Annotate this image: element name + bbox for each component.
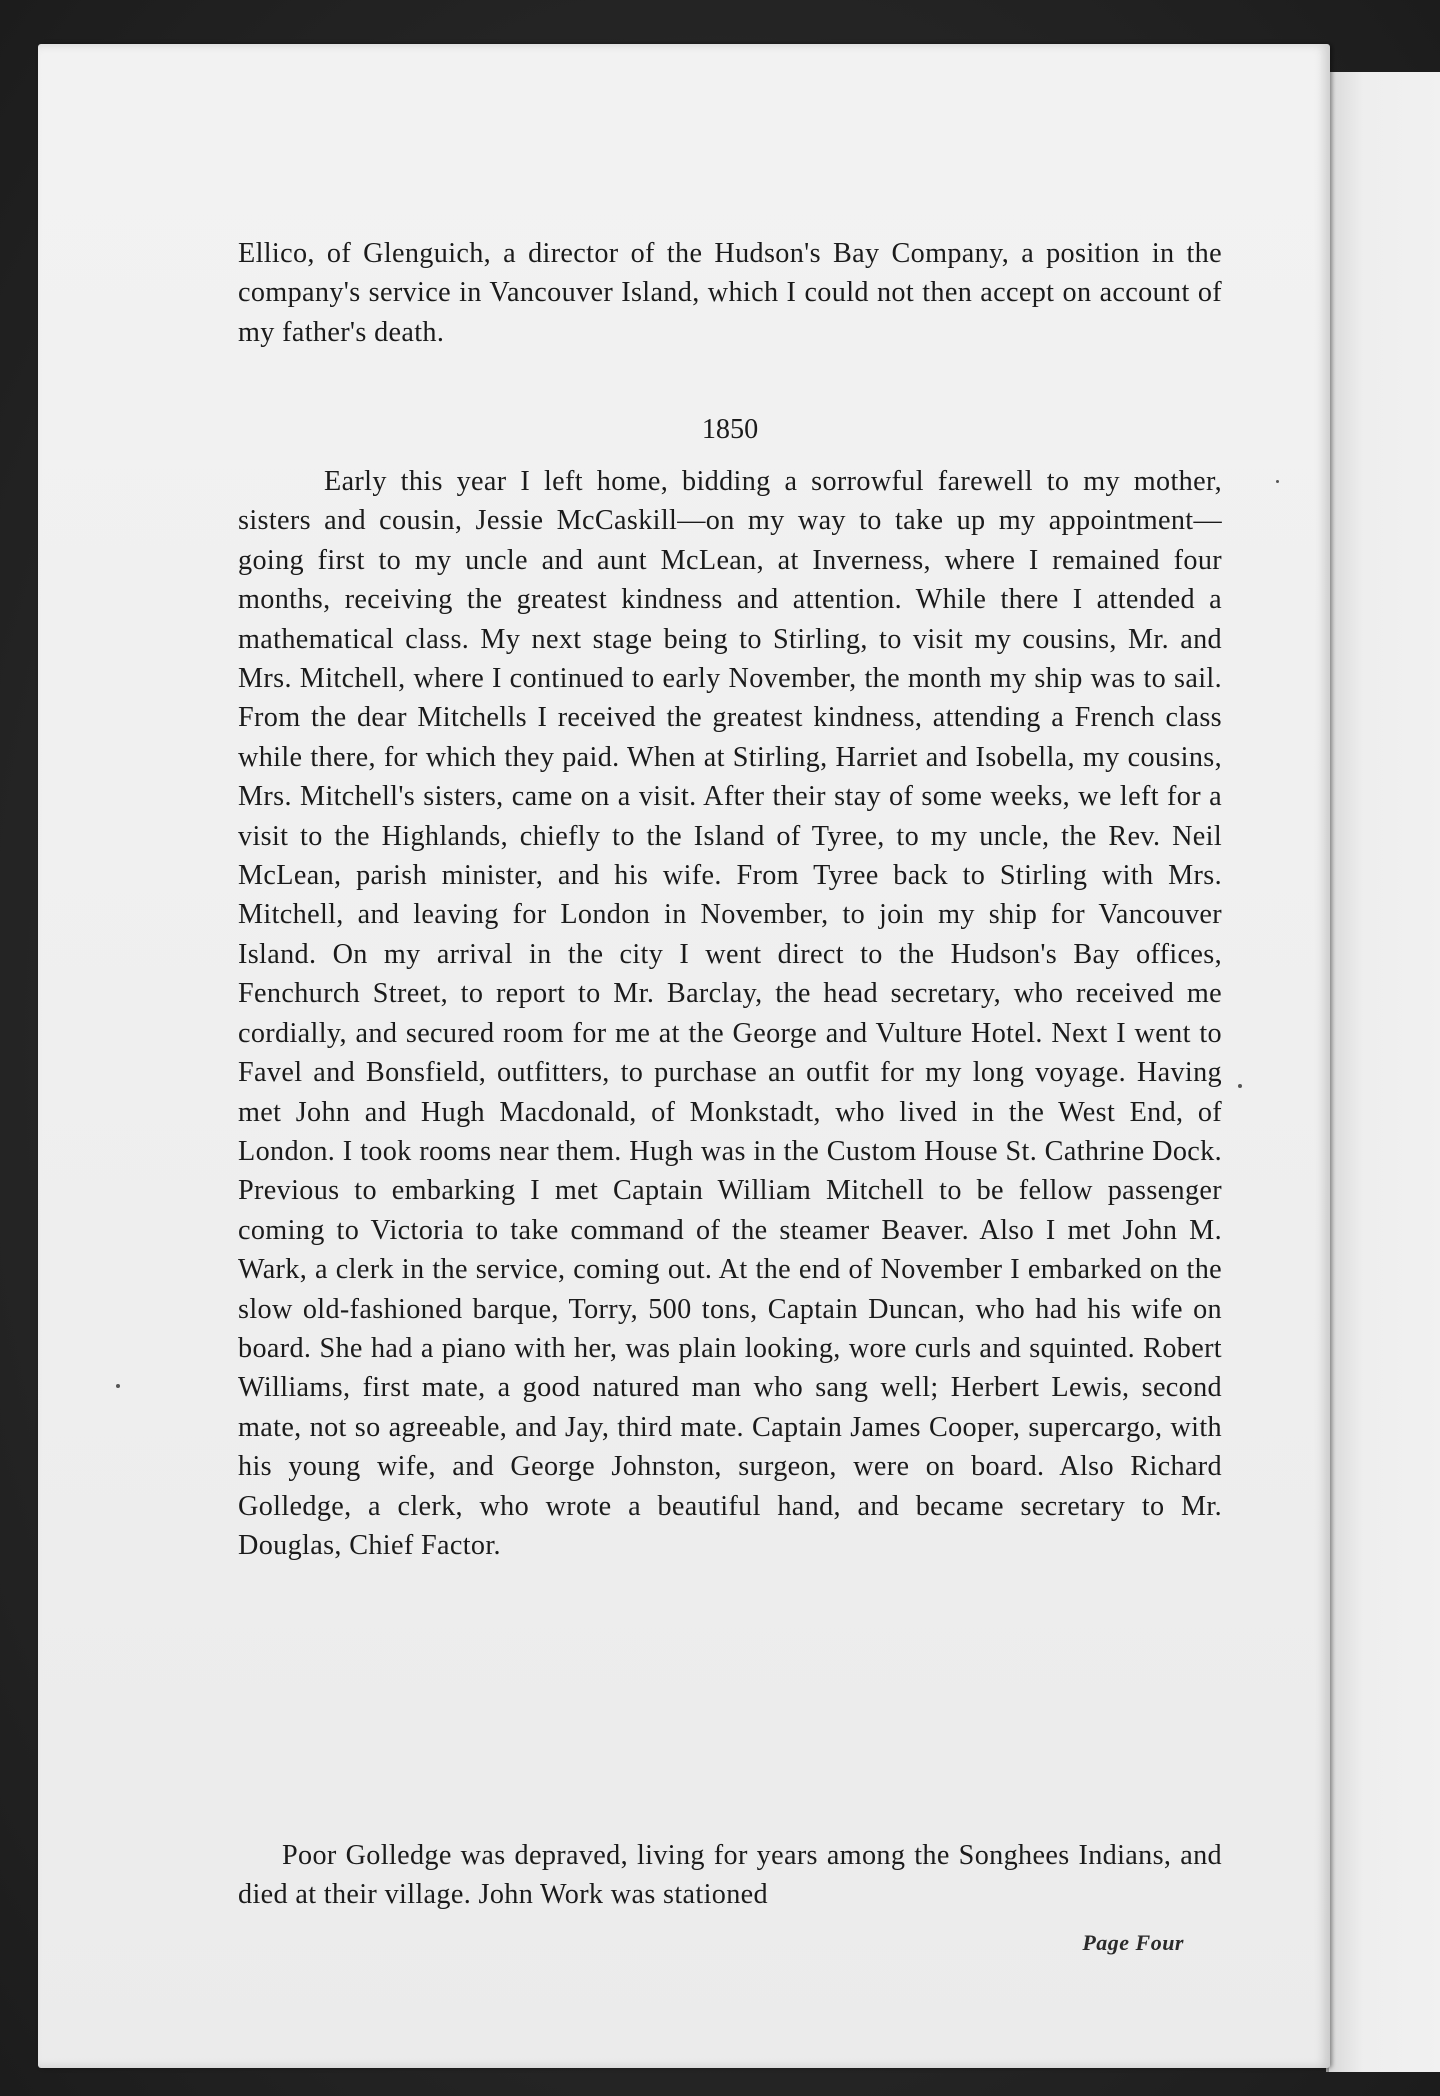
page-number-label: Page Four xyxy=(1082,1930,1184,1955)
intro-paragraph xyxy=(238,234,1222,352)
body-paragraph-two-text: Poor Golledge was depraved, living for years among the Songhees Indians, and died at their village. John Work was stationed xyxy=(238,1840,1222,1911)
body-paragraph-two xyxy=(238,1836,1222,1915)
dust-speck xyxy=(1276,480,1279,483)
adjacent-page-edge xyxy=(1326,72,1440,2072)
dust-speck xyxy=(1238,1084,1242,1088)
body-paragraph-one xyxy=(238,462,1222,1565)
body-paragraph-one-text: Early this year I left home, bidding a sorrowful farewell to my mother, sisters and cousin, Jessie McCaskill—on my way to take up my appointment—going first to my uncle and aunt McLean, at Inverness, where I remained four months, receiving the greatest kindness and attention. While there I attended a mathematical class. My next stage being to Stirling, to visit my cousins, Mr. and Mrs. Mitchell, where I continued to early November, the month my ship was to sail. From the dear Mitchells I received the greatest kindness, attending a French class while there, for which they paid. When at Stirling, Harriet and Isobella, my cousins, Mrs. Mitchell's sisters, came on a visit. After their stay of some weeks, we left for a visit to the Highlands, chiefly to the Island of Tyree, to my uncle, the Rev. Neil McLean, parish minister, and his wife. From Tyree back to Stirling with Mrs. Mitchell, and leaving for London in November, to join my ship for Vancouver Island. On my arrival in the city I went direct to the Hudson's Bay offices, Fenchurch Street, to report to Mr. Barclay, the head secretary, who received me cordially, and secured room for me at the George and Vulture Hotel. Next I went to Favel and Bonsfield, outfitters, to purchase an outfit for my long voyage. Having met John and Hugh Macdonald, of Monkstadt, who lived in the West End, of London. I took rooms near them. Hugh was in the Custom House St. Cathrine Dock. Previous to embarking I met Captain William Mitchell to be fellow passenger coming to Victoria to take command of the steamer Beaver. Also I met John M. Wark, a clerk in the service, coming out. At the end of November I embarked on the slow old-fashioned barque, Torry, 500 tons, Captain Duncan, who had his wife on board. She had a piano with her, was plain looking, wore curls and squinted. Robert Williams, first mate, a good natured man who sang well; Herbert Lewis, second mate, not so agreeable, and Jay, third mate. Captain James Cooper, supercargo, with his young wife, and George Johnston, surgeon, were on board. Also Richard Golledge, a clerk, who wrote a beautiful hand, and became secretary to Mr. Douglas, Chief Factor. xyxy=(238,466,1222,1561)
dust-speck xyxy=(116,1384,120,1388)
intro-paragraph-text: Ellico, of Glenguich, a director of the Hudson's Bay Company, a position in the company's service in Vancouver Island, which I could not then accept on account of my father's death. xyxy=(238,238,1222,348)
year-heading: 1850 xyxy=(701,414,759,445)
document-page xyxy=(38,44,1330,2068)
